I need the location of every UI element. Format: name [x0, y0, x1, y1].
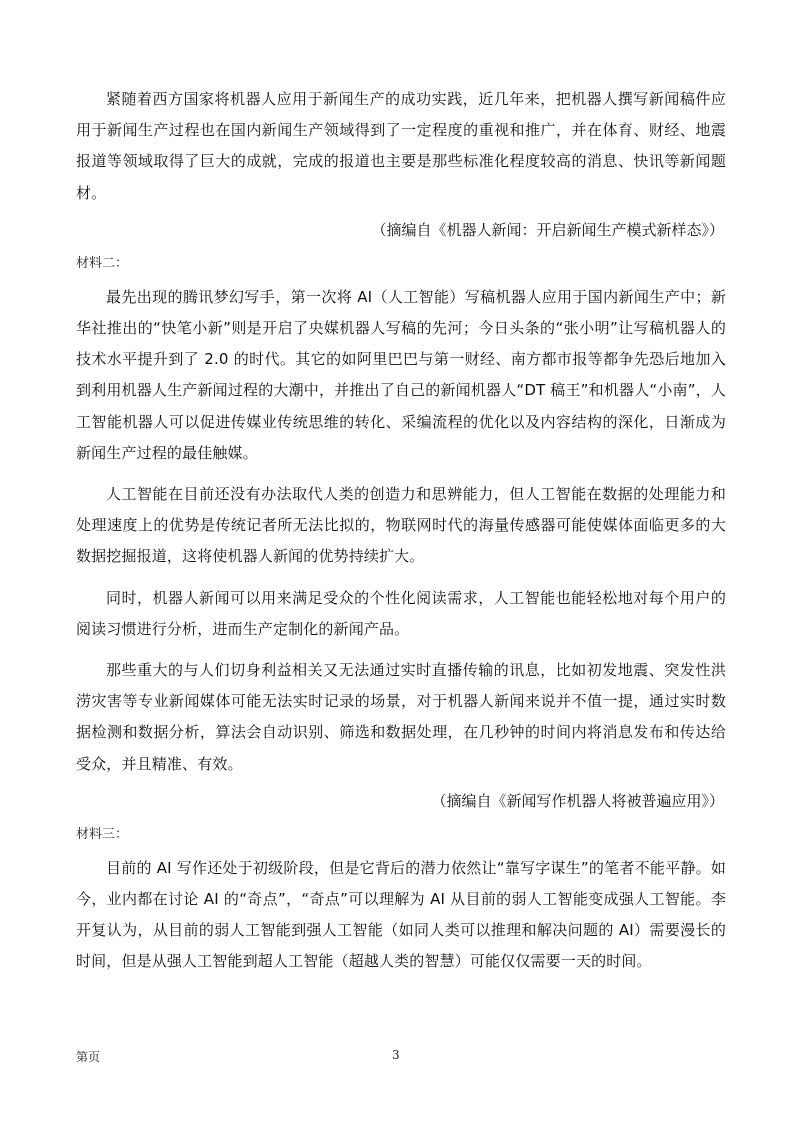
material-3-label: 材料三： — [76, 826, 129, 842]
intro-paragraph: 紧随着西方国家将机器人应用于新闻生产的成功实践，近几年来，把机器人撰写新闻稿件应用于新闻生产过程也在国内新闻生产领域得到了一定程度的重视和推广，并在体育、财经、地震报道等领域取得了巨大的成就，完成的报道也主要是那些标准化程度较高的消息、快讯等新闻题材。 — [76, 90, 726, 202]
source-citation-2: （摘编自《新闻写作机器人将被普遍应用》） — [431, 791, 724, 810]
material-2-paragraph-4: 那些重大的与人们切身利益相关又无法通过实时直播传输的讯息，比如初发地震、突发性洪涝灾害等专业新闻媒体可能无法实时记录的场景，对于机器人新闻来说并不值一提，通过实时数据检测和数据分析，算法会自动识别、筛选和数据处理，在几秒钟的时间内将消息发布和传达给受众，并且精准、有效。 — [76, 661, 726, 773]
material-2-paragraph-1: 最先出现的腾讯梦幻写手，第一次将 AI（人工智能）写稿机器人应用于国内新闻生产中；新华社推出的“快笔小新”则是开启了央媒机器人写稿的先河；今日头条的“张小明”让写稿机器人的技术水平提升到了 2.0 的时代。其它的如阿里巴巴与第一财经、南方都市报等都争先恐后地加入到利用机器人生产新闻过程的大潮中，并推出了自己的新闻机器人“DT 稿王”和机器人“小南”，人工智能机器人可以促进传媒业传统思维的转化、采编流程的优化以及内容结构的深化，日渐成为新闻生产过程的最佳触媒。 — [76, 287, 726, 462]
material-2-paragraph-2: 人工智能在目前还没有办法取代人类的创造力和思辨能力，但人工智能在数据的处理能力和处理速度上的优势是传统记者所无法比拟的，物联网时代的海量传感器可能使媒体面临更多的大数据挖掘报道，这将使机器人新闻的优势持续扩大。 — [76, 485, 726, 566]
source-citation-1: （摘编自《机器人新闻：开启新闻生产模式新样态》） — [371, 220, 724, 239]
document-content — [76, 84, 726, 978]
material-2-label: 材料二： — [76, 255, 129, 271]
footer-page-label: 第页 — [76, 1050, 101, 1064]
material-3-paragraph-1: 目前的 AI 写作还处于初级阶段，但是它背后的潜力依然让“靠写字谋生”的笔者不能平静。如今，业内都在讨论 AI 的“奇点”，“奇点”可以理解为 AI 从目前的弱人工智能变成强人工智能。李开复认为，从目前的弱人工智能到强人工智能（如同人类可以推理和解决问题的 AI）需要漫长的时间，但是从强人工智能到超人工智能（超越人类的智慧）可能仅仅需要一天的时间。 — [76, 858, 726, 971]
footer-page-number: 3 — [392, 1048, 400, 1062]
material-2-paragraph-3: 同时，机器人新闻可以用来满足受众的个性化阅读需求，人工智能也能轻松地对每个用户的阅读习惯进行分析，进而生产定制化的新闻产品。 — [76, 588, 726, 638]
